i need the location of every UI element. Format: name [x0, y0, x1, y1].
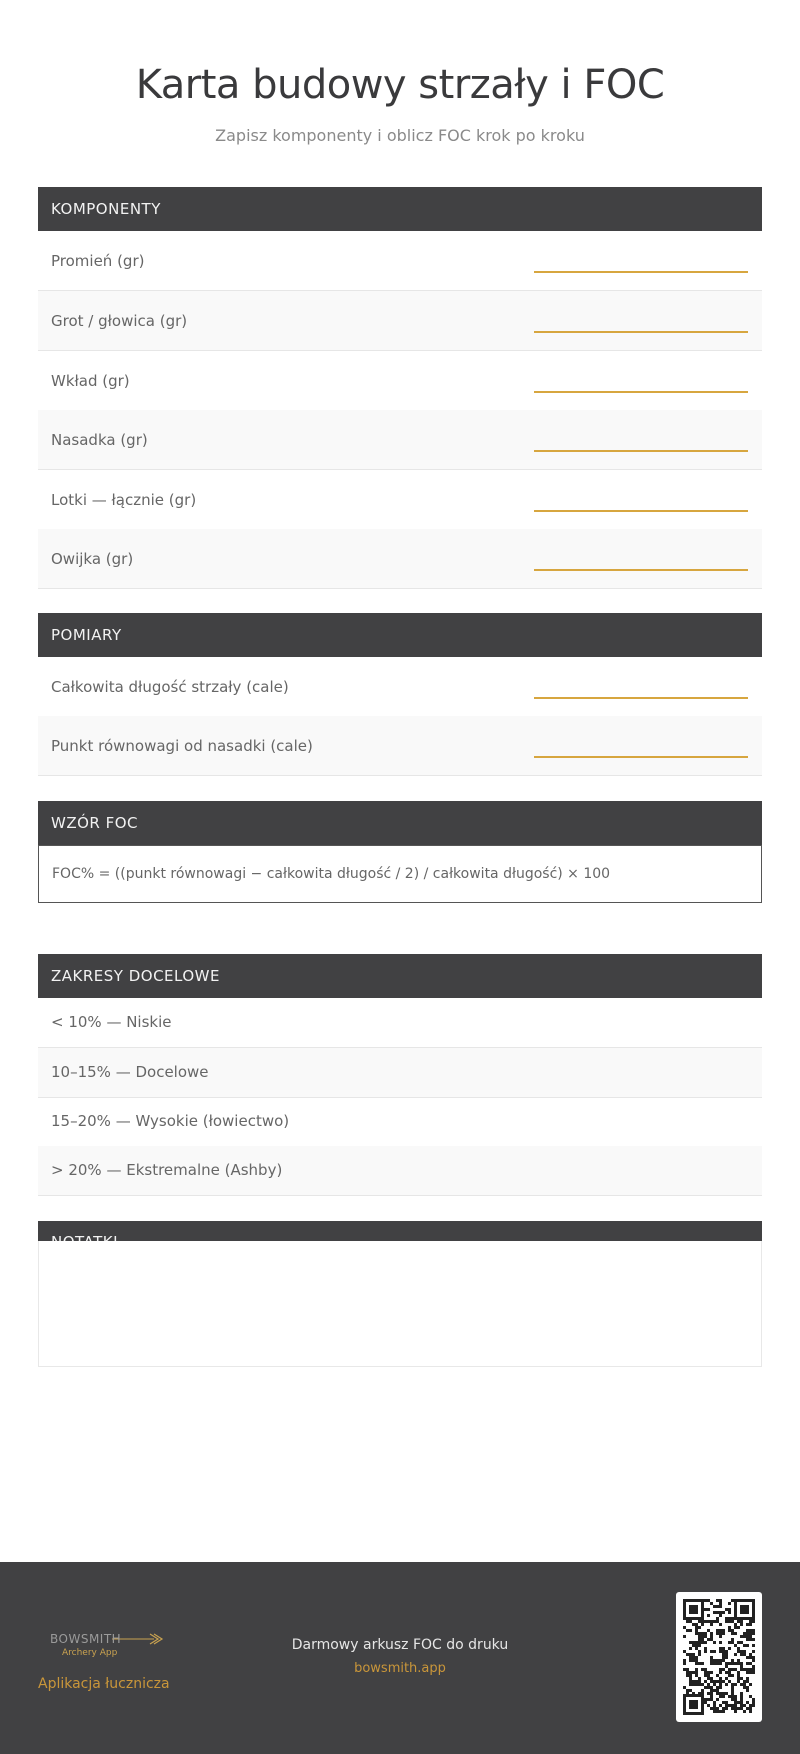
range-label: 10–15% — Docelowe	[51, 1063, 209, 1081]
entry-line[interactable]	[534, 391, 748, 393]
formula-box	[38, 845, 762, 903]
measurement-row	[38, 657, 762, 717]
range-row	[38, 998, 762, 1048]
range-label: > 20% — Ekstremalne (Ashby)	[51, 1161, 283, 1179]
entry-line[interactable]	[534, 271, 748, 273]
entry-line[interactable]	[534, 510, 748, 512]
measurement-label: Całkowita długość strzały (cale)	[51, 678, 289, 696]
measurements-header: POMIARY	[38, 613, 762, 657]
range-row	[38, 1097, 762, 1147]
footer-link[interactable]: bowsmith.app	[354, 1661, 446, 1676]
component-row	[38, 231, 762, 291]
components-header: KOMPONENTY	[38, 187, 762, 231]
entry-line[interactable]	[534, 450, 748, 452]
component-label: Promień (gr)	[51, 252, 145, 270]
component-label: Wkład (gr)	[51, 372, 130, 390]
range-label: 15–20% — Wysokie (łowiectwo)	[51, 1112, 290, 1130]
measurement-row	[38, 716, 762, 776]
component-row	[38, 470, 762, 530]
component-label: Nasadka (gr)	[51, 431, 148, 449]
component-row	[38, 410, 762, 470]
ranges-header: ZAKRESY DOCELOWE	[38, 954, 762, 998]
notes-header	[38, 1221, 762, 1241]
brand-tagline: Aplikacja łucznicza	[38, 1676, 170, 1692]
page-subtitle: Zapisz komponenty i oblicz FOC krok po kroku	[215, 126, 585, 145]
footer	[0, 1562, 800, 1754]
formula-header: WZÓR FOC	[38, 801, 762, 845]
formula-text: FOC% = ((punkt równowagi − całkowita długość / 2) / całkowita długość) × 100	[52, 866, 611, 882]
entry-line[interactable]	[534, 331, 748, 333]
component-label: Lotki — łącznie (gr)	[51, 491, 197, 509]
footer-text: Darmowy arkusz FOC do druku	[291, 1637, 509, 1653]
measurement-label: Punkt równowagi od nasadki (cale)	[51, 737, 313, 755]
component-label: Owijka (gr)	[51, 550, 134, 568]
entry-line[interactable]	[534, 756, 748, 758]
page-title: Karta budowy strzały i FOC	[135, 62, 665, 108]
component-row	[38, 351, 762, 411]
qr-code-graphic	[682, 1598, 756, 1716]
brand-subtitle: Archery App	[62, 1648, 118, 1658]
entry-line[interactable]	[534, 697, 748, 699]
component-label: Grot / głowica (gr)	[51, 312, 188, 330]
entry-line[interactable]	[534, 569, 748, 571]
component-row	[38, 291, 762, 351]
notes-area[interactable]	[38, 1241, 762, 1367]
qr-code-icon	[676, 1592, 762, 1722]
range-row	[38, 1048, 762, 1098]
component-row	[38, 529, 762, 589]
brand-name: BOWSMITH	[50, 1632, 122, 1646]
range-row	[38, 1146, 762, 1196]
range-label: < 10% — Niskie	[51, 1013, 172, 1031]
